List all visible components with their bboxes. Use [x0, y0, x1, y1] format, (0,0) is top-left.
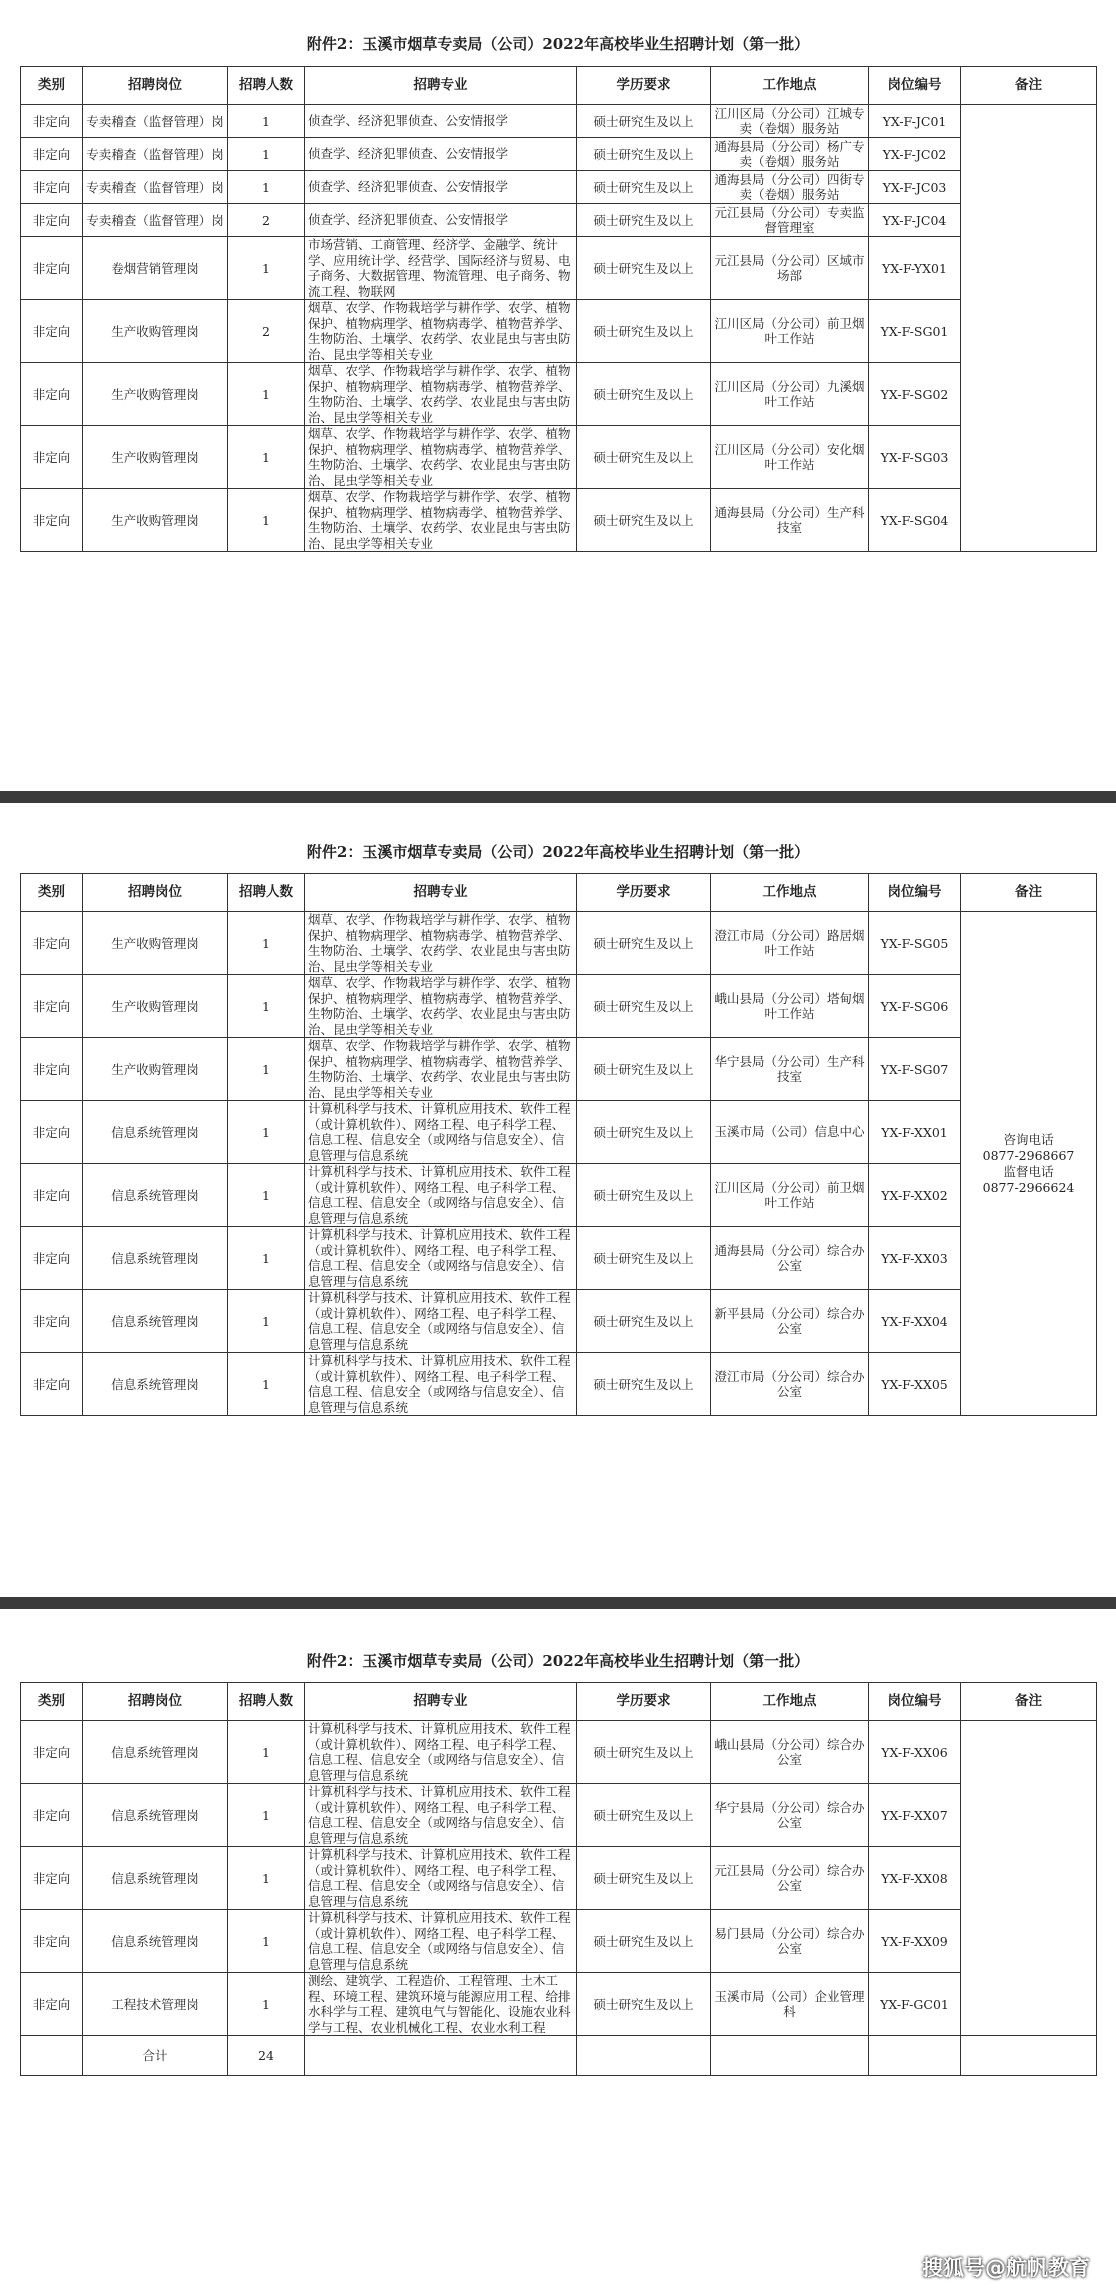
remark-line: 咨询电话 — [1003, 1131, 1054, 1147]
cell-headcount: 1 — [228, 171, 305, 204]
cell-headcount: 1 — [228, 363, 305, 426]
cell-location: 玉溪市局（公司）信息中心 — [711, 1101, 869, 1164]
cell-location: 元江县局（分公司）专卖监督管理室 — [711, 204, 869, 237]
column-header: 学历要求 — [577, 1683, 711, 1721]
cell-position-code: YX-F-XX01 — [869, 1101, 961, 1164]
page-title: 附件2：玉溪市烟草专卖局（公司）2022年高校毕业生招聘计划（第一批） — [306, 35, 810, 53]
cell-education: 硕士研究生及以上 — [577, 912, 711, 975]
cell-headcount: 1 — [228, 1910, 305, 1973]
cell-location: 通海县局（分公司）生产科技室 — [711, 489, 869, 552]
cell-headcount: 2 — [228, 204, 305, 237]
cell-position-code: YX-F-SG01 — [869, 300, 961, 363]
cell-location: 易门县局（分公司）综合办公室 — [711, 1910, 869, 1973]
cell-location: 江川区局（分公司）九溪烟叶工作站 — [711, 363, 869, 426]
remark-line: 0877-2968667 — [982, 1147, 1075, 1163]
recruitment-table-page2 — [20, 873, 1097, 1416]
cell-headcount: 1 — [228, 1973, 305, 2036]
cell-headcount: 1 — [228, 1721, 305, 1784]
cell-remark — [961, 1721, 1097, 2036]
cell-education: 硕士研究生及以上 — [577, 363, 711, 426]
page-separator — [0, 791, 1116, 803]
cell-location: 华宁县局（分公司）生产科技室 — [711, 1038, 869, 1101]
cell-empty — [577, 2036, 711, 2076]
cell-major: 测绘、建筑学、工程造价、工程管理、土木工程、环境工程、建筑环境与能源应用工程、给排水科学与工程、建筑电气与智能化、设施农业科学与工程、农业机械化工程、农业水利工程 — [305, 1973, 577, 2036]
cell-major: 烟草、农学、作物栽培学与耕作学、农学、植物保护、植物病理学、植物病毒学、植物营养学、生物防治、土壤学、农药学、农业昆虫与害虫防治、昆虫学等相关专业 — [305, 300, 577, 363]
cell-education: 硕士研究生及以上 — [577, 1847, 711, 1910]
cell-major: 烟草、农学、作物栽培学与耕作学、农学、植物保护、植物病理学、植物病毒学、植物营养学、生物防治、土壤学、农药学、农业昆虫与害虫防治、昆虫学等相关专业 — [305, 426, 577, 489]
cell-empty — [21, 2036, 83, 2076]
cell-category: 非定向 — [21, 1353, 83, 1416]
cell-position-code: YX-F-XX04 — [869, 1290, 961, 1353]
column-header: 招聘人数 — [228, 67, 305, 105]
cell-position: 专卖稽查（监督管理）岗 — [83, 138, 228, 171]
table-row — [21, 363, 1097, 426]
cell-position: 专卖稽查（监督管理）岗 — [83, 204, 228, 237]
cell-category: 非定向 — [21, 489, 83, 552]
cell-education: 硕士研究生及以上 — [577, 138, 711, 171]
cell-education: 硕士研究生及以上 — [577, 975, 711, 1038]
cell-location: 华宁县局（分公司）综合办公室 — [711, 1784, 869, 1847]
cell-position: 信息系统管理岗 — [83, 1784, 228, 1847]
cell-position-code: YX-F-XX08 — [869, 1847, 961, 1910]
cell-headcount: 1 — [228, 237, 305, 300]
cell-headcount: 1 — [228, 975, 305, 1038]
table-row — [21, 1784, 1097, 1847]
remark-line: 监督电话 — [1003, 1163, 1054, 1179]
page-title: 附件2：玉溪市烟草专卖局（公司）2022年高校毕业生招聘计划（第一批） — [306, 1652, 810, 1670]
cell-category: 非定向 — [21, 237, 83, 300]
cell-major: 侦查学、经济犯罪侦查、公安情报学 — [305, 138, 577, 171]
cell-position: 生产收购管理岗 — [83, 1038, 228, 1101]
table-row — [21, 1164, 1097, 1227]
cell-major: 计算机科学与技术、计算机应用技术、软件工程（或计算机软件）、网络工程、电子科学工程、信息工程、信息安全（或网络与信息安全）、信息管理与信息系统 — [305, 1290, 577, 1353]
cell-location: 玉溪市局（公司）企业管理科 — [711, 1973, 869, 2036]
cell-major: 侦查学、经济犯罪侦查、公安情报学 — [305, 204, 577, 237]
cell-major: 计算机科学与技术、计算机应用技术、软件工程（或计算机软件）、网络工程、电子科学工程、信息工程、信息安全（或网络与信息安全）、信息管理与信息系统 — [305, 1721, 577, 1784]
cell-category: 非定向 — [21, 426, 83, 489]
cell-education: 硕士研究生及以上 — [577, 1290, 711, 1353]
cell-headcount: 1 — [228, 912, 305, 975]
cell-location: 通海县局（分公司）杨广专卖（卷烟）服务站 — [711, 138, 869, 171]
cell-position: 专卖稽查（监督管理）岗 — [83, 171, 228, 204]
cell-position: 卷烟营销管理岗 — [83, 237, 228, 300]
cell-location: 江川区局（分公司）安化烟叶工作站 — [711, 426, 869, 489]
cell-position-code: YX-F-JC04 — [869, 204, 961, 237]
cell-position-code: YX-F-SG04 — [869, 489, 961, 552]
cell-empty — [961, 2036, 1097, 2076]
cell-headcount: 1 — [228, 1290, 305, 1353]
cell-education: 硕士研究生及以上 — [577, 204, 711, 237]
cell-position-code: YX-F-JC02 — [869, 138, 961, 171]
cell-headcount: 1 — [228, 1353, 305, 1416]
table-row — [21, 1973, 1097, 2036]
cell-major: 市场营销、工商管理、经济学、金融学、统计学、应用统计学、经营学、国际经济与贸易、电子商务、大数据管理、物流管理、电子商务、物流工程、物联网 — [305, 237, 577, 300]
cell-position: 生产收购管理岗 — [83, 975, 228, 1038]
cell-major: 计算机科学与技术、计算机应用技术、软件工程（或计算机软件）、网络工程、电子科学工程、信息工程、信息安全（或网络与信息安全）、信息管理与信息系统 — [305, 1353, 577, 1416]
cell-position-code: YX-F-SG07 — [869, 1038, 961, 1101]
cell-position-code: YX-F-XX07 — [869, 1784, 961, 1847]
column-header: 备注 — [961, 1683, 1097, 1721]
cell-location: 峨山县局（分公司）综合办公室 — [711, 1721, 869, 1784]
cell-category: 非定向 — [21, 363, 83, 426]
cell-location: 元江县局（分公司）综合办公室 — [711, 1847, 869, 1910]
cell-headcount: 1 — [228, 489, 305, 552]
cell-empty — [869, 2036, 961, 2076]
cell-education: 硕士研究生及以上 — [577, 1910, 711, 1973]
column-header: 岗位编号 — [869, 1683, 961, 1721]
cell-major: 烟草、农学、作物栽培学与耕作学、农学、植物保护、植物病理学、植物病毒学、植物营养学、生物防治、土壤学、农药学、农业昆虫与害虫防治、昆虫学等相关专业 — [305, 363, 577, 426]
cell-position: 信息系统管理岗 — [83, 1353, 228, 1416]
cell-position: 生产收购管理岗 — [83, 489, 228, 552]
cell-position-code: YX-F-JC03 — [869, 171, 961, 204]
column-header: 类别 — [21, 874, 83, 912]
cell-category: 非定向 — [21, 975, 83, 1038]
column-header: 招聘人数 — [228, 874, 305, 912]
cell-location: 峨山县局（分公司）塔甸烟叶工作站 — [711, 975, 869, 1038]
cell-major: 计算机科学与技术、计算机应用技术、软件工程（或计算机软件）、网络工程、电子科学工程、信息工程、信息安全（或网络与信息安全）、信息管理与信息系统 — [305, 1164, 577, 1227]
total-label: 合计 — [83, 2036, 228, 2076]
cell-education: 硕士研究生及以上 — [577, 171, 711, 204]
table-header — [21, 874, 1097, 912]
cell-position: 专卖稽查（监督管理）岗 — [83, 105, 228, 138]
cell-major: 烟草、农学、作物栽培学与耕作学、农学、植物保护、植物病理学、植物病毒学、植物营养学、生物防治、土壤学、农药学、农业昆虫与害虫防治、昆虫学等相关专业 — [305, 912, 577, 975]
cell-major: 侦查学、经济犯罪侦查、公安情报学 — [305, 105, 577, 138]
cell-position-code: YX-F-XX05 — [869, 1353, 961, 1416]
table-row — [21, 138, 1097, 171]
column-header: 工作地点 — [711, 1683, 869, 1721]
table-header — [21, 67, 1097, 105]
column-header: 工作地点 — [711, 874, 869, 912]
table-body — [21, 105, 1097, 552]
table-row — [21, 975, 1097, 1038]
cell-position-code: YX-F-YX01 — [869, 237, 961, 300]
column-header: 类别 — [21, 67, 83, 105]
cell-headcount: 1 — [228, 1784, 305, 1847]
table-row — [21, 1721, 1097, 1784]
table-row — [21, 1101, 1097, 1164]
total-count: 24 — [228, 2036, 305, 2076]
cell-location: 江川区局（分公司）前卫烟叶工作站 — [711, 300, 869, 363]
cell-position: 生产收购管理岗 — [83, 426, 228, 489]
cell-position: 信息系统管理岗 — [83, 1227, 228, 1290]
cell-education: 硕士研究生及以上 — [577, 1721, 711, 1784]
cell-position: 生产收购管理岗 — [83, 912, 228, 975]
cell-remark — [961, 105, 1097, 552]
column-header: 学历要求 — [577, 67, 711, 105]
column-header: 工作地点 — [711, 67, 869, 105]
table-row — [21, 1353, 1097, 1416]
cell-position-code: YX-F-SG05 — [869, 912, 961, 975]
cell-position: 生产收购管理岗 — [83, 363, 228, 426]
cell-position-code: YX-F-SG03 — [869, 426, 961, 489]
cell-education: 硕士研究生及以上 — [577, 1101, 711, 1164]
cell-position: 信息系统管理岗 — [83, 1847, 228, 1910]
column-header: 招聘岗位 — [83, 1683, 228, 1721]
cell-major: 计算机科学与技术、计算机应用技术、软件工程（或计算机软件）、网络工程、电子科学工程、信息工程、信息安全（或网络与信息安全）、信息管理与信息系统 — [305, 1227, 577, 1290]
cell-headcount: 1 — [228, 426, 305, 489]
cell-position-code: YX-F-XX03 — [869, 1227, 961, 1290]
cell-category: 非定向 — [21, 1973, 83, 2036]
table-header — [21, 1683, 1097, 1721]
cell-position-code: YX-F-XX09 — [869, 1910, 961, 1973]
table-row — [21, 1227, 1097, 1290]
cell-education: 硕士研究生及以上 — [577, 1784, 711, 1847]
cell-category: 非定向 — [21, 138, 83, 171]
cell-location: 通海县局（分公司）综合办公室 — [711, 1227, 869, 1290]
cell-category: 非定向 — [21, 171, 83, 204]
table-row — [21, 204, 1097, 237]
cell-category: 非定向 — [21, 1784, 83, 1847]
page-title: 附件2：玉溪市烟草专卖局（公司）2022年高校毕业生招聘计划（第一批） — [306, 843, 810, 861]
column-header: 类别 — [21, 1683, 83, 1721]
table-row — [21, 426, 1097, 489]
recruitment-table-page3 — [20, 1682, 1097, 2076]
cell-position-code: YX-F-SG02 — [869, 363, 961, 426]
cell-headcount: 1 — [228, 1164, 305, 1227]
cell-location: 通海县局（分公司）四街专卖（卷烟）服务站 — [711, 171, 869, 204]
cell-headcount: 2 — [228, 300, 305, 363]
cell-major: 烟草、农学、作物栽培学与耕作学、农学、植物保护、植物病理学、植物病毒学、植物营养学、生物防治、土壤学、农药学、农业昆虫与害虫防治、昆虫学等相关专业 — [305, 1038, 577, 1101]
cell-category: 非定向 — [21, 1164, 83, 1227]
page-separator — [0, 1597, 1116, 1609]
cell-major: 计算机科学与技术、计算机应用技术、软件工程（或计算机软件）、网络工程、电子科学工程、信息工程、信息安全（或网络与信息安全）、信息管理与信息系统 — [305, 1847, 577, 1910]
cell-position-code: YX-F-SG06 — [869, 975, 961, 1038]
cell-headcount: 1 — [228, 1227, 305, 1290]
column-header: 招聘岗位 — [83, 67, 228, 105]
cell-position: 信息系统管理岗 — [83, 1721, 228, 1784]
cell-position: 信息系统管理岗 — [83, 1164, 228, 1227]
column-header: 备注 — [961, 874, 1097, 912]
cell-category: 非定向 — [21, 1101, 83, 1164]
column-header: 招聘专业 — [305, 1683, 577, 1721]
cell-major: 烟草、农学、作物栽培学与耕作学、农学、植物保护、植物病理学、植物病毒学、植物营养学、生物防治、土壤学、农药学、农业昆虫与害虫防治、昆虫学等相关专业 — [305, 975, 577, 1038]
cell-education: 硕士研究生及以上 — [577, 1353, 711, 1416]
cell-education: 硕士研究生及以上 — [577, 1227, 711, 1290]
table-body — [21, 912, 1097, 1416]
cell-major: 计算机科学与技术、计算机应用技术、软件工程（或计算机软件）、网络工程、电子科学工程、信息工程、信息安全（或网络与信息安全）、信息管理与信息系统 — [305, 1910, 577, 1973]
cell-education: 硕士研究生及以上 — [577, 300, 711, 363]
table-row — [21, 489, 1097, 552]
cell-category: 非定向 — [21, 105, 83, 138]
cell-category: 非定向 — [21, 912, 83, 975]
cell-education: 硕士研究生及以上 — [577, 237, 711, 300]
column-header: 备注 — [961, 67, 1097, 105]
cell-position: 工程技术管理岗 — [83, 1973, 228, 2036]
column-header: 岗位编号 — [869, 874, 961, 912]
cell-category: 非定向 — [21, 1290, 83, 1353]
cell-position: 生产收购管理岗 — [83, 300, 228, 363]
cell-headcount: 1 — [228, 105, 305, 138]
cell-location: 江川区局（分公司）前卫烟叶工作站 — [711, 1164, 869, 1227]
table-row — [21, 1910, 1097, 1973]
column-header: 招聘专业 — [305, 67, 577, 105]
cell-location: 澄江市局（分公司）路居烟叶工作站 — [711, 912, 869, 975]
cell-position-code: YX-F-XX02 — [869, 1164, 961, 1227]
cell-category: 非定向 — [21, 204, 83, 237]
cell-major: 侦查学、经济犯罪侦查、公安情报学 — [305, 171, 577, 204]
cell-major: 计算机科学与技术、计算机应用技术、软件工程（或计算机软件）、网络工程、电子科学工程、信息工程、信息安全（或网络与信息安全）、信息管理与信息系统 — [305, 1101, 577, 1164]
cell-position: 信息系统管理岗 — [83, 1910, 228, 1973]
total-row — [21, 2036, 1097, 2076]
table-row — [21, 1847, 1097, 1910]
table-row — [21, 1038, 1097, 1101]
cell-education: 硕士研究生及以上 — [577, 426, 711, 489]
table-row — [21, 1290, 1097, 1353]
cell-headcount: 1 — [228, 1847, 305, 1910]
cell-education: 硕士研究生及以上 — [577, 105, 711, 138]
cell-location: 新平县局（分公司）综合办公室 — [711, 1290, 869, 1353]
cell-major: 烟草、农学、作物栽培学与耕作学、农学、植物保护、植物病理学、植物病毒学、植物营养学、生物防治、土壤学、农药学、农业昆虫与害虫防治、昆虫学等相关专业 — [305, 489, 577, 552]
watermark: 搜狐号@航帆教育 — [922, 2256, 1090, 2280]
cell-remark — [961, 912, 1097, 1416]
column-header: 招聘专业 — [305, 874, 577, 912]
cell-education: 硕士研究生及以上 — [577, 1973, 711, 2036]
cell-position: 信息系统管理岗 — [83, 1101, 228, 1164]
cell-education: 硕士研究生及以上 — [577, 1164, 711, 1227]
cell-category: 非定向 — [21, 1721, 83, 1784]
table-row — [21, 105, 1097, 138]
cell-empty — [305, 2036, 577, 2076]
table-row — [21, 912, 1097, 975]
column-header: 岗位编号 — [869, 67, 961, 105]
cell-location: 元江县局（分公司）区域市场部 — [711, 237, 869, 300]
cell-position-code: YX-F-XX06 — [869, 1721, 961, 1784]
cell-education: 硕士研究生及以上 — [577, 1038, 711, 1101]
cell-category: 非定向 — [21, 1227, 83, 1290]
cell-major: 计算机科学与技术、计算机应用技术、软件工程（或计算机软件）、网络工程、电子科学工程、信息工程、信息安全（或网络与信息安全）、信息管理与信息系统 — [305, 1784, 577, 1847]
cell-position: 信息系统管理岗 — [83, 1290, 228, 1353]
cell-category: 非定向 — [21, 1910, 83, 1973]
cell-position-code: YX-F-GC01 — [869, 1973, 961, 2036]
cell-location: 江川区局（分公司）江城专卖（卷烟）服务站 — [711, 105, 869, 138]
cell-headcount: 1 — [228, 1038, 305, 1101]
cell-category: 非定向 — [21, 300, 83, 363]
table-row — [21, 237, 1097, 300]
cell-empty — [711, 2036, 869, 2076]
cell-category: 非定向 — [21, 1847, 83, 1910]
column-header: 招聘岗位 — [83, 874, 228, 912]
recruitment-table-page1 — [20, 66, 1097, 552]
table-row — [21, 171, 1097, 204]
table-row — [21, 300, 1097, 363]
cell-position-code: YX-F-JC01 — [869, 105, 961, 138]
cell-location: 澄江市局（分公司）综合办公室 — [711, 1353, 869, 1416]
column-header: 学历要求 — [577, 874, 711, 912]
table-body — [21, 1721, 1097, 2076]
column-header: 招聘人数 — [228, 1683, 305, 1721]
cell-headcount: 1 — [228, 1101, 305, 1164]
cell-category: 非定向 — [21, 1038, 83, 1101]
cell-headcount: 1 — [228, 138, 305, 171]
cell-education: 硕士研究生及以上 — [577, 489, 711, 552]
remark-line: 0877-2966624 — [982, 1179, 1075, 1195]
